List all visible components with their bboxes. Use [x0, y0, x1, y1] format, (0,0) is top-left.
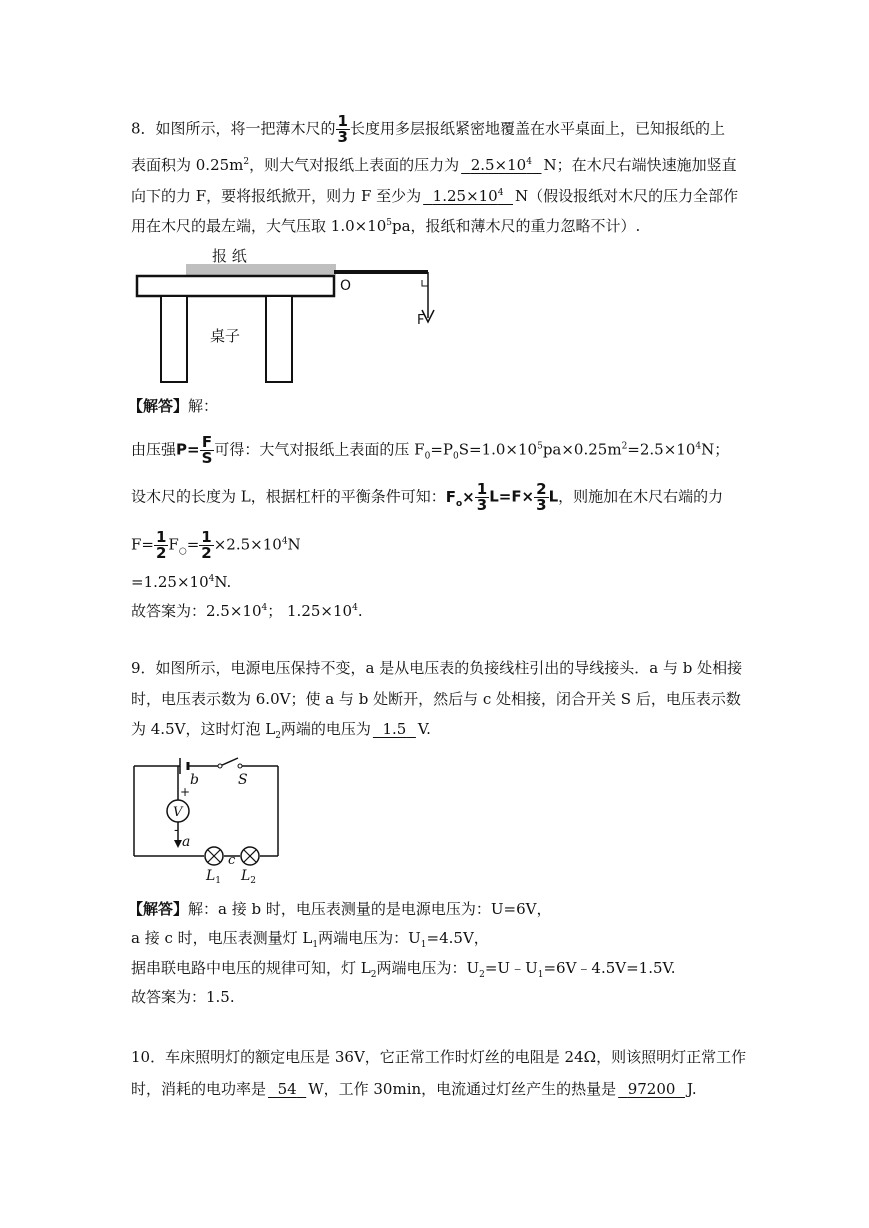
fraction-one-third: $\frac{1}{3}$ — [337, 112, 348, 146]
q8-solution-line-4: $=1.25\times 10^4N$. — [131, 573, 232, 591]
newspaper-shape — [186, 264, 336, 275]
q8-solution-line-1: 由压强P= $\frac{F}{S}$ 可得：大气对报纸上表面的压 $F_0=P_0S=1.0\times 10^5pa\times 0.25m^2=2.5\times 10^4N$； — [131, 433, 730, 467]
label-v: V — [173, 805, 183, 820]
switch-blade — [220, 758, 238, 766]
q8-answer-2: $1.25\times 10^4$ — [432, 187, 504, 205]
lead-a-arrow — [174, 840, 182, 848]
q9-line-3: 为 4.5V，这时灯泡 $L_2$两端的电压为 1.5 V. — [131, 720, 431, 741]
q10-line-2: 时，消耗的电功率是 54 W，工作 30min，电流通过灯丝产生的热量是 97200 J. — [131, 1080, 697, 1098]
label-a: a — [182, 834, 191, 850]
label-c: c — [228, 853, 236, 868]
table-top — [137, 276, 334, 296]
q8-solution-line-3: F= $\frac{1}{2}$ $F_○=$ $\frac{1}{2}$ $\times 2.5\times 10^4N$ — [131, 528, 301, 562]
ruler — [334, 270, 428, 274]
newspaper-label: 报 纸 — [212, 247, 247, 265]
q8-line-1: 8．如图所示，将一把薄木尺的 $\frac{1}{3}$ 长度用多层报纸紧密地覆盖在水平桌面上，已知报纸的上 — [131, 112, 725, 146]
label-minus: - — [174, 823, 179, 838]
q8-answer-1: $2.5\times 10^4$ — [470, 156, 532, 174]
lamp-l2 — [241, 847, 259, 865]
q9-solution-line-2: a 接 c 时，电压表测量灯 $L_1$两端电压为：$U_1=4.5V$， — [131, 929, 489, 950]
q9-solution-line-3: 据串联电路中电压的规律可知，灯 $L_2$两端电压为：$U_2=U﹣U_1=6V﹣4.5V=1.5V$. — [131, 959, 676, 980]
lamp-l1 — [205, 847, 223, 865]
q8-line-3: 向下的力 F，要将报纸掀开，则力 F 至少为 $1.25\times 10^4$ N（假设报纸对木尺的压力全部作 — [131, 187, 739, 205]
q9-circuit-figure — [130, 752, 290, 888]
q10-line-1: 10．车床照明灯的额定电压是 36V，它正常工作时灯丝的电阻是 24Ω，则该照明灯正常工作 — [131, 1048, 747, 1066]
q8-lever-figure — [130, 240, 440, 388]
label-plus: + — [180, 785, 191, 799]
q10-answer-1: 54 — [277, 1080, 297, 1098]
q8-final-answer: 故答案为：$2.5\times 10^4$； $1.25\times 10^4$. — [131, 602, 363, 620]
label-s: S — [238, 772, 248, 788]
q9-line-1: 9．如图所示，电源电压保持不变，a 是从电压表的负接线柱引出的导线接头．a 与 b 处相接 — [131, 659, 743, 677]
pivot-o-label: O — [340, 278, 352, 294]
table-label: 桌子 — [210, 327, 241, 345]
q8-solution-line-2: 设木尺的长度为 L，根据杠杆的平衡条件可知：$F_o\times$ $\frac{1}{3}$ L=F× $\frac{2}{3}$ L，则施加在木尺右端的力 — [131, 480, 724, 514]
q9-solution-line-1: 【解答】解：a 接 b 时，电压表测量的是电源电压为：U=6V， — [128, 900, 552, 918]
q9-line-2: 时，电压表示数为 6.0V；使 a 与 b 处断开，然后与 c 处相接，闭合开关 S 后，电压表示数 — [131, 690, 741, 708]
q8-solution-header: 【解答】解： — [128, 397, 219, 415]
q9-final-answer: 故答案为：1.5. — [131, 988, 235, 1006]
q8-line-4: 用在木尺的最左端，大气压取 $1.0\times 10^5pa$，报纸和薄木尺的重力忽略不计）. — [131, 217, 641, 235]
label-l1: $L_1$ — [206, 868, 222, 886]
q10-answer-2: 97200 — [627, 1080, 676, 1098]
q9-answer: 1.5 — [382, 720, 407, 738]
label-l2: $L_2$ — [241, 868, 257, 886]
q8-line-2: 表面积为 $0.25m^2$，则大气对报纸上表面的压力为 $2.5\times 10^4$ N；在木尺右端快速施加竖直 — [131, 156, 737, 174]
label-b: b — [190, 772, 199, 788]
force-f-label: F — [417, 313, 425, 328]
